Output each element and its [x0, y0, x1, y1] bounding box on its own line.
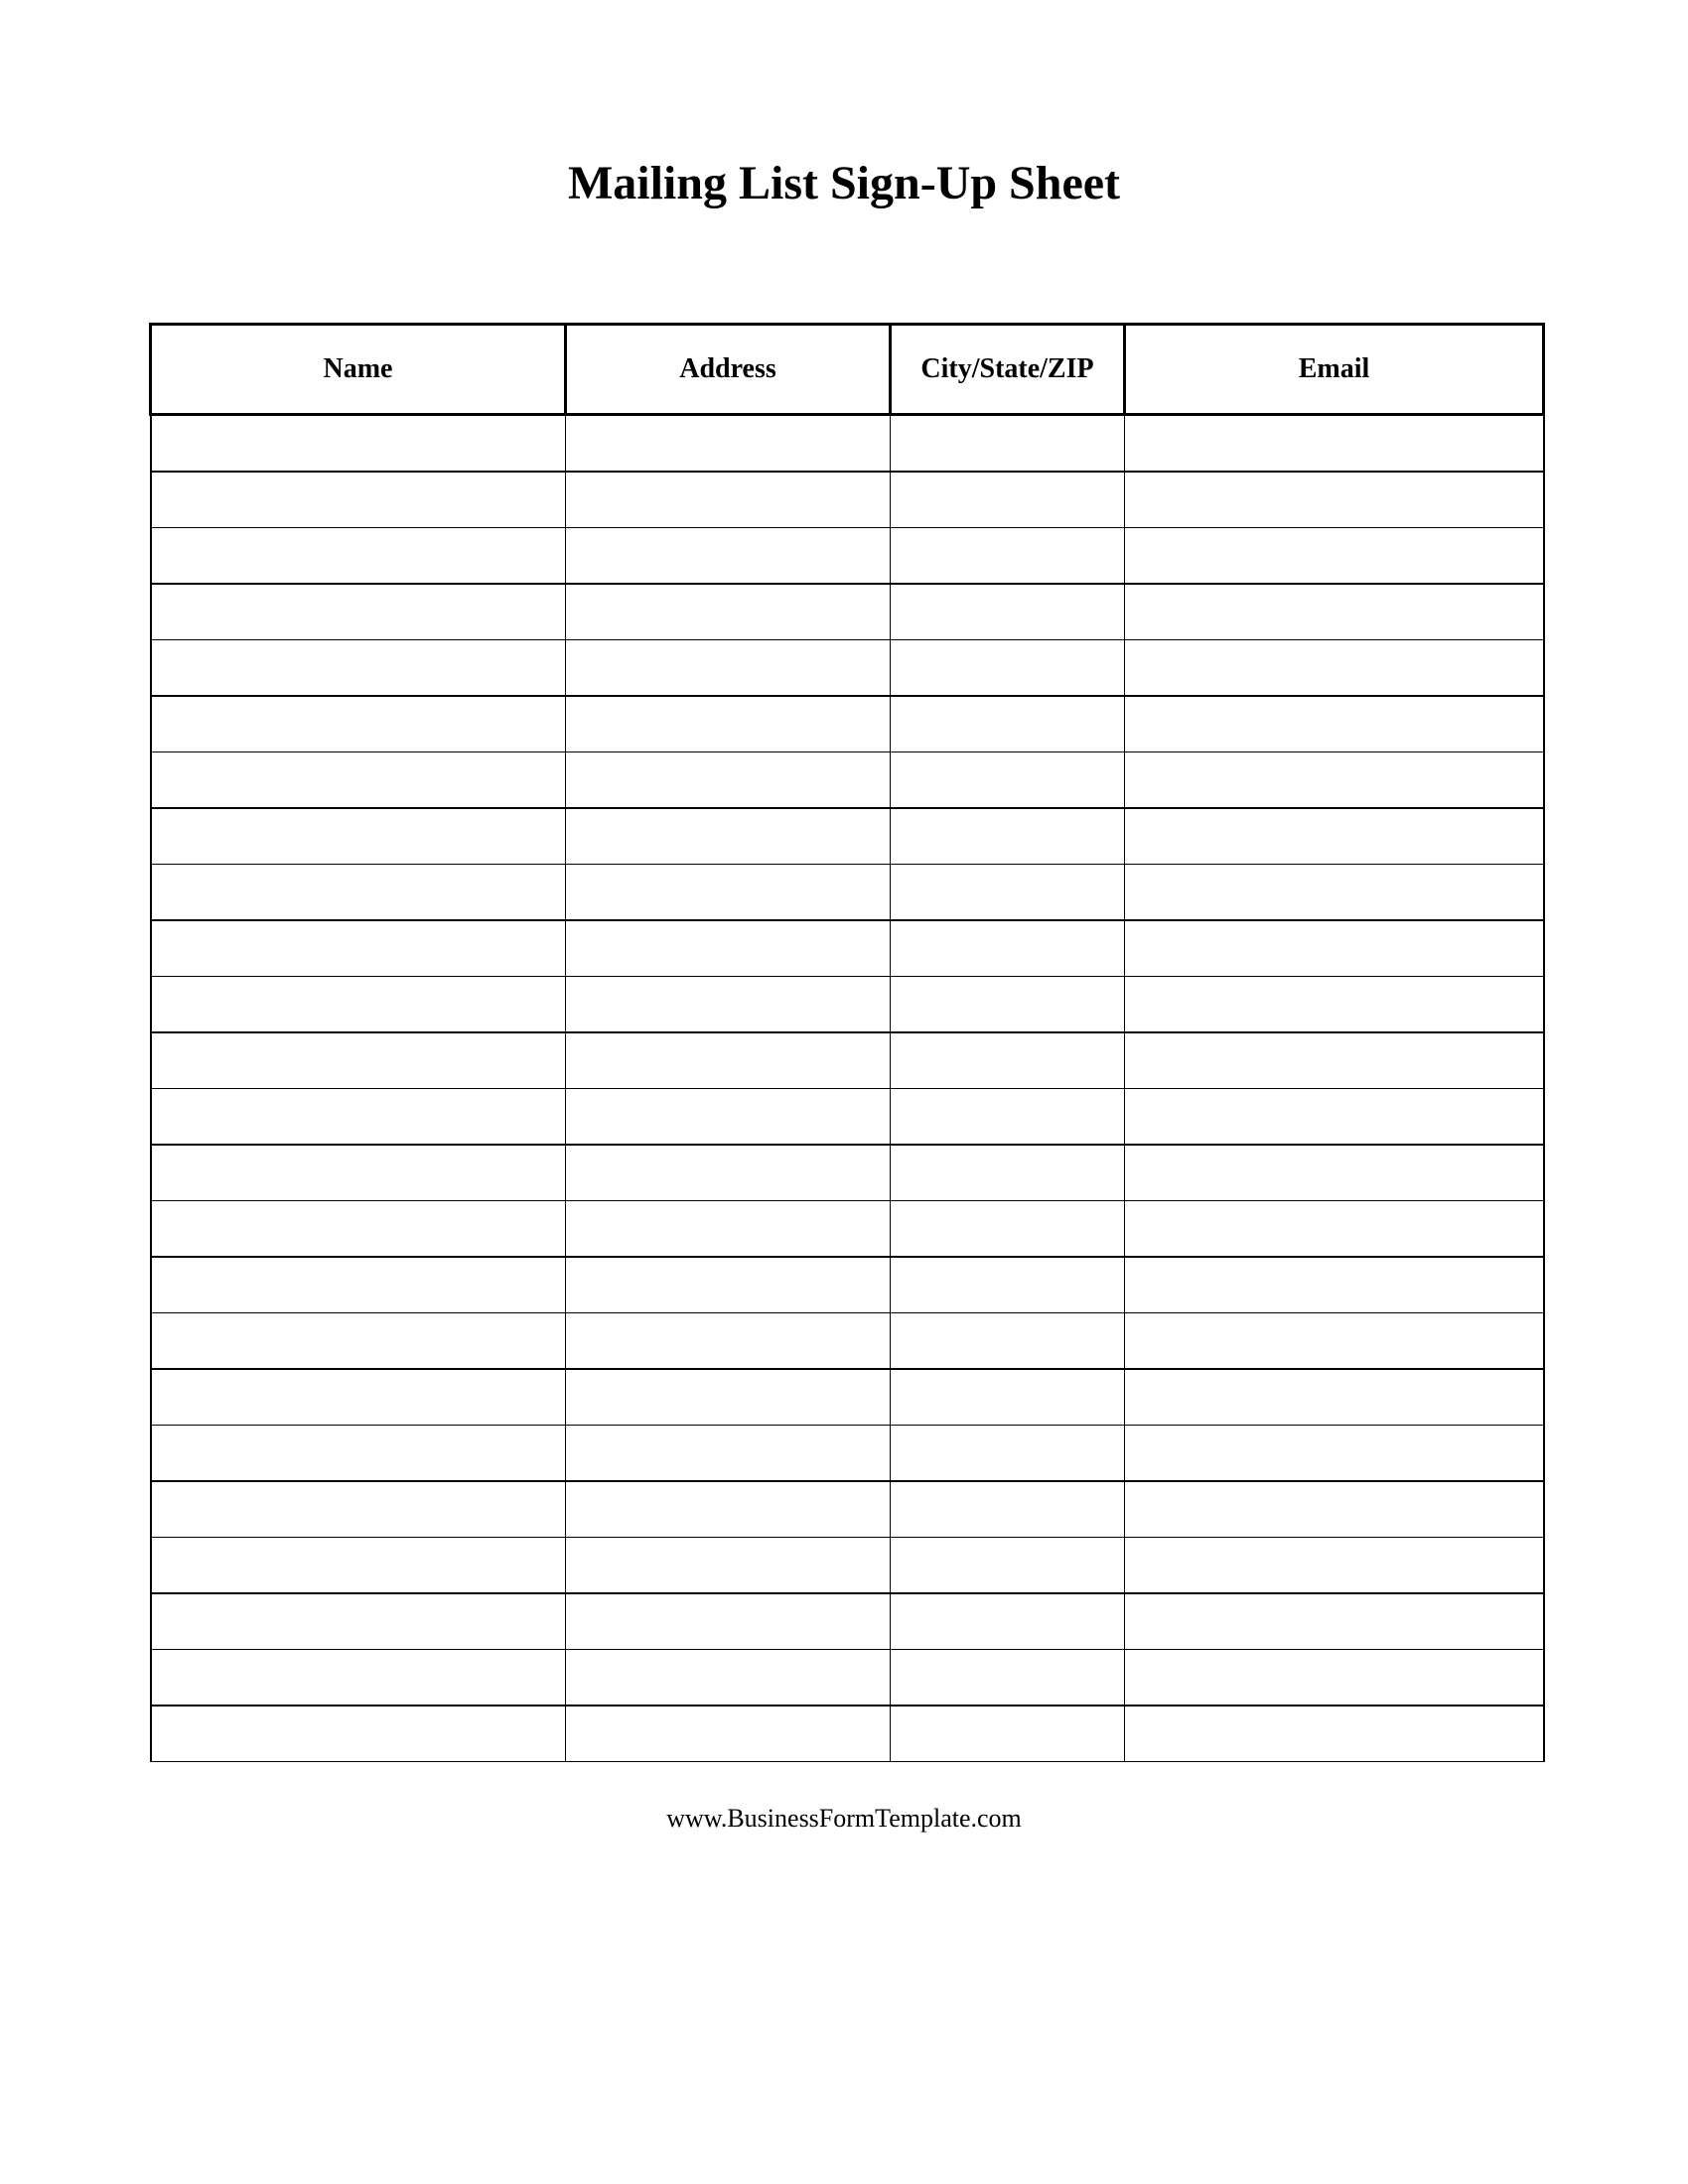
cell-address[interactable]: [566, 1593, 891, 1650]
cell-email[interactable]: [1125, 1089, 1544, 1146]
cell-city-state-zip[interactable]: [891, 584, 1125, 640]
table-row: [151, 1257, 1544, 1313]
cell-email[interactable]: [1125, 808, 1544, 865]
table-row: [151, 1369, 1544, 1426]
table-row: [151, 1032, 1544, 1089]
cell-address[interactable]: [566, 1538, 891, 1594]
cell-email[interactable]: [1125, 1650, 1544, 1706]
cell-email[interactable]: [1125, 865, 1544, 921]
table-row: [151, 1481, 1544, 1538]
cell-address[interactable]: [566, 1706, 891, 1762]
cell-name[interactable]: [151, 1145, 566, 1201]
cell-city-state-zip[interactable]: [891, 1426, 1125, 1482]
cell-name[interactable]: [151, 1089, 566, 1146]
cell-name[interactable]: [151, 1426, 566, 1482]
column-header-name: Name: [151, 325, 566, 415]
table-row: [151, 1650, 1544, 1706]
cell-address[interactable]: [566, 1313, 891, 1370]
table-row: [151, 472, 1544, 528]
cell-address[interactable]: [566, 640, 891, 697]
cell-address[interactable]: [566, 1257, 891, 1313]
cell-email[interactable]: [1125, 920, 1544, 977]
cell-email[interactable]: [1125, 528, 1544, 585]
cell-city-state-zip[interactable]: [891, 1538, 1125, 1594]
cell-city-state-zip[interactable]: [891, 1145, 1125, 1201]
cell-email[interactable]: [1125, 1257, 1544, 1313]
cell-email[interactable]: [1125, 1593, 1544, 1650]
cell-email[interactable]: [1125, 1201, 1544, 1258]
cell-name[interactable]: [151, 528, 566, 585]
cell-email[interactable]: [1125, 1145, 1544, 1201]
column-header-address: Address: [566, 325, 891, 415]
cell-address[interactable]: [566, 1032, 891, 1089]
cell-email[interactable]: [1125, 1538, 1544, 1594]
table-row: [151, 696, 1544, 752]
cell-address[interactable]: [566, 1145, 891, 1201]
cell-email[interactable]: [1125, 1706, 1544, 1762]
cell-address[interactable]: [566, 1426, 891, 1482]
table-row: [151, 1706, 1544, 1762]
signup-table: [149, 323, 1545, 1762]
cell-city-state-zip[interactable]: [891, 1706, 1125, 1762]
cell-address[interactable]: [566, 415, 891, 473]
table-row: [151, 1538, 1544, 1594]
cell-email[interactable]: [1125, 415, 1544, 473]
cell-name[interactable]: [151, 1257, 566, 1313]
table-row: [151, 528, 1544, 585]
table-row: [151, 1201, 1544, 1258]
cell-city-state-zip[interactable]: [891, 920, 1125, 977]
cell-address[interactable]: [566, 1369, 891, 1426]
cell-city-state-zip[interactable]: [891, 640, 1125, 697]
cell-city-state-zip[interactable]: [891, 415, 1125, 473]
cell-address[interactable]: [566, 584, 891, 640]
cell-address[interactable]: [566, 920, 891, 977]
cell-email[interactable]: [1125, 640, 1544, 697]
cell-email[interactable]: [1125, 472, 1544, 528]
cell-name[interactable]: [151, 1706, 566, 1762]
cell-address[interactable]: [566, 1201, 891, 1258]
table-row: [151, 1145, 1544, 1201]
page-title: Mailing List Sign-Up Sheet: [567, 157, 1121, 209]
cell-name[interactable]: [151, 1538, 566, 1594]
cell-city-state-zip[interactable]: [891, 528, 1125, 585]
cell-address[interactable]: [566, 977, 891, 1033]
cell-name[interactable]: [151, 640, 566, 697]
cell-name[interactable]: [151, 696, 566, 752]
cell-address[interactable]: [566, 865, 891, 921]
table-row: [151, 1313, 1544, 1370]
column-header-city-state-zip: City/State/ZIP: [891, 325, 1125, 415]
cell-name[interactable]: [151, 865, 566, 921]
cell-address[interactable]: [566, 696, 891, 752]
cell-address[interactable]: [566, 1481, 891, 1538]
cell-name[interactable]: [151, 1032, 566, 1089]
cell-name[interactable]: [151, 1593, 566, 1650]
cell-address[interactable]: [566, 528, 891, 585]
table-row: [151, 1426, 1544, 1482]
table-row: [151, 415, 1544, 473]
footer-url: www.BusinessFormTemplate.com: [666, 1804, 1022, 1833]
cell-name[interactable]: [151, 920, 566, 977]
table-row: [151, 920, 1544, 977]
cell-name[interactable]: [151, 752, 566, 809]
cell-city-state-zip[interactable]: [891, 1369, 1125, 1426]
table-row: [151, 752, 1544, 809]
cell-address[interactable]: [566, 1089, 891, 1146]
cell-email[interactable]: [1125, 696, 1544, 752]
cell-email[interactable]: [1125, 1032, 1544, 1089]
table-row: [151, 584, 1544, 640]
table-row: [151, 977, 1544, 1033]
cell-name[interactable]: [151, 808, 566, 865]
cell-name[interactable]: [151, 1481, 566, 1538]
table-row: [151, 1089, 1544, 1146]
cell-email[interactable]: [1125, 1369, 1544, 1426]
cell-name[interactable]: [151, 1369, 566, 1426]
cell-name[interactable]: [151, 1201, 566, 1258]
cell-city-state-zip[interactable]: [891, 1593, 1125, 1650]
cell-city-state-zip[interactable]: [891, 977, 1125, 1033]
cell-email[interactable]: [1125, 1313, 1544, 1370]
cell-address[interactable]: [566, 1650, 891, 1706]
cell-name[interactable]: [151, 472, 566, 528]
cell-city-state-zip[interactable]: [891, 752, 1125, 809]
cell-address[interactable]: [566, 808, 891, 865]
cell-city-state-zip[interactable]: [891, 1257, 1125, 1313]
cell-city-state-zip[interactable]: [891, 1481, 1125, 1538]
cell-email[interactable]: [1125, 752, 1544, 809]
cell-city-state-zip[interactable]: [891, 1032, 1125, 1089]
cell-city-state-zip[interactable]: [891, 696, 1125, 752]
column-header-email: Email: [1125, 325, 1544, 415]
table-row: [151, 1593, 1544, 1650]
table-row: [151, 808, 1544, 865]
cell-city-state-zip[interactable]: [891, 1201, 1125, 1258]
cell-city-state-zip[interactable]: [891, 865, 1125, 921]
table-row: [151, 865, 1544, 921]
cell-city-state-zip[interactable]: [891, 472, 1125, 528]
cell-name[interactable]: [151, 1313, 566, 1370]
cell-address[interactable]: [566, 752, 891, 809]
cell-name[interactable]: [151, 415, 566, 473]
cell-city-state-zip[interactable]: [891, 1650, 1125, 1706]
cell-address[interactable]: [566, 472, 891, 528]
cell-email[interactable]: [1125, 584, 1544, 640]
cell-email[interactable]: [1125, 1426, 1544, 1482]
cell-city-state-zip[interactable]: [891, 1089, 1125, 1146]
cell-email[interactable]: [1125, 977, 1544, 1033]
cell-name[interactable]: [151, 977, 566, 1033]
cell-email[interactable]: [1125, 1481, 1544, 1538]
header-row: [151, 325, 1544, 415]
cell-city-state-zip[interactable]: [891, 808, 1125, 865]
cell-name[interactable]: [151, 584, 566, 640]
cell-name[interactable]: [151, 1650, 566, 1706]
cell-city-state-zip[interactable]: [891, 1313, 1125, 1370]
signup-rows: [151, 415, 1544, 1762]
table-row: [151, 640, 1544, 697]
